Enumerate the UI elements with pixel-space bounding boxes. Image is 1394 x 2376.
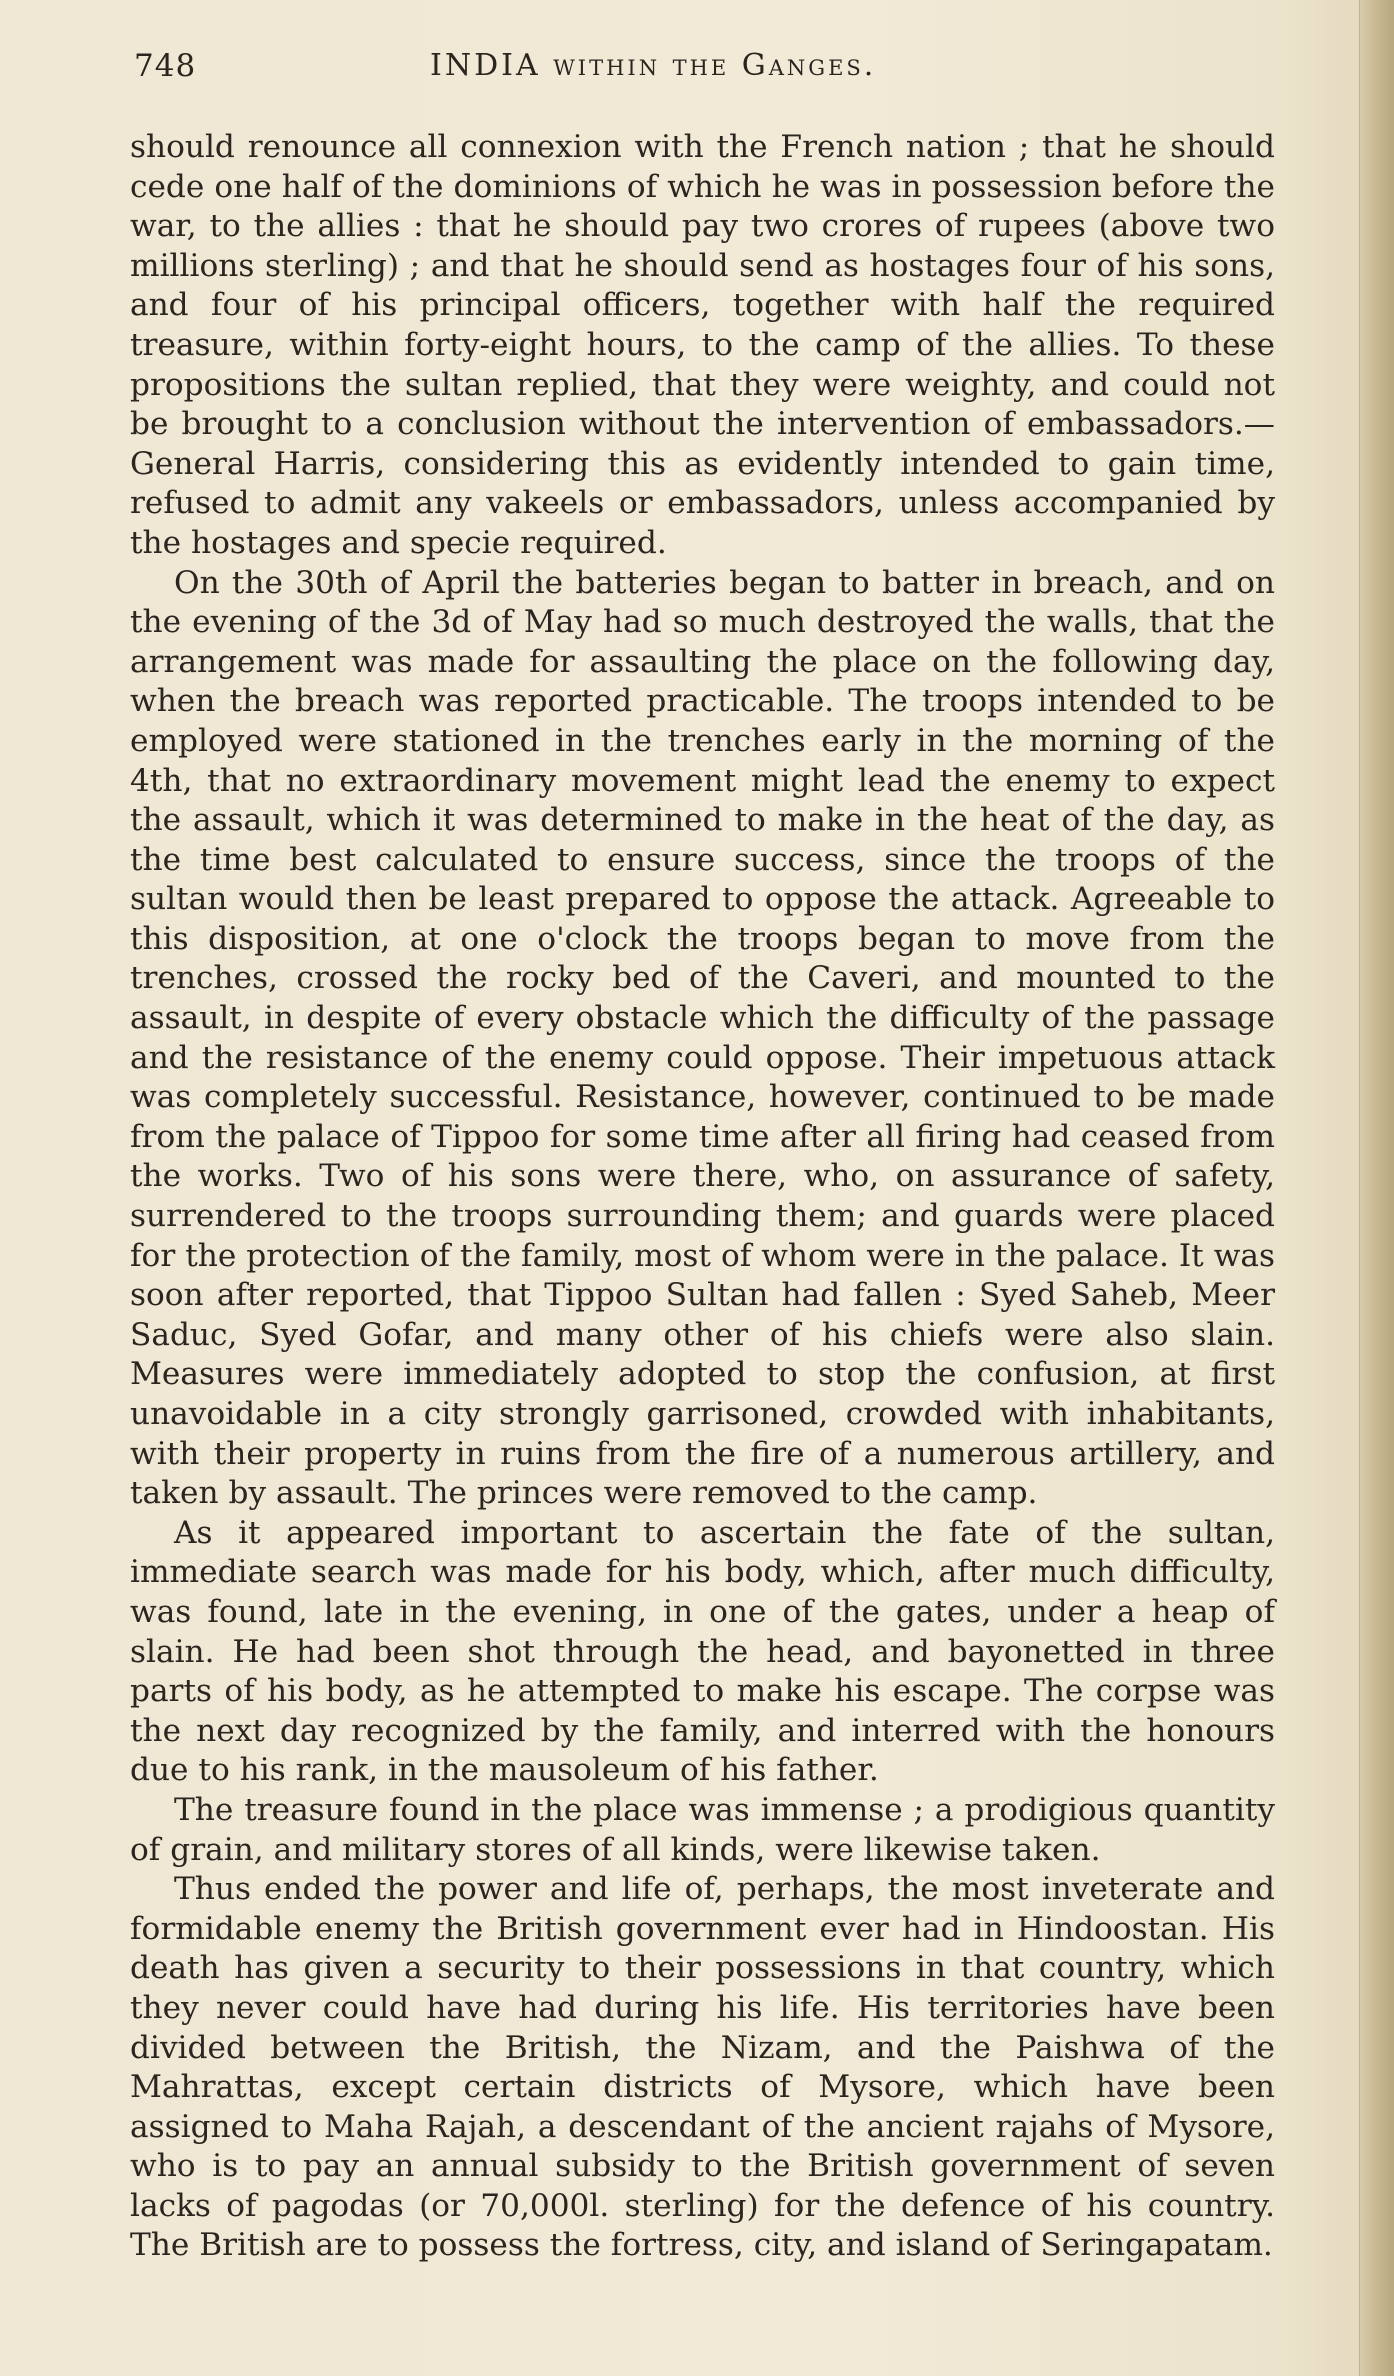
body-text (130, 128, 1275, 2318)
running-head: INDIA within the Ganges. (430, 48, 877, 83)
paragraph-2: On the 30th of April the batteries began to batter in breach, and on the evening of the 3d of May had so much destroyed the walls, that the arrangement was made for assaulting the place on the following day, when the breach was reported practicable. The troops intended to be employed were stationed in the trenches early in the morning of the 4th, that no extraordinary movement might lead the enemy to expect the assault, which it was determined to make in the heat of the day, as the time best calculated to ensure success, since the troops of the sultan would then be least prepared to oppose the attack. Agreeable to this disposition, at one o'clock the troops began to move from the trenches, crossed the rocky bed of the Caveri, and mounted to the assault, in despite of every obstacle which the difficulty of the passage and the resistance of the enemy could oppose. Their impetuous attack was completely successful. Resistance, however, continued to be made from the palace of Tippoo for some time after all firing had ceased from the works. Two of his sons were there, who, on assurance of safety, surrendered to the troops surrounding them; and guards were placed for the protection of the family, most of whom were in the palace. It was soon after reported, that Tippoo Sultan had fallen : Syed Saheb, Meer Saduc, Syed Gofar, and many other of his chiefs were also slain. Measures were immediately adopted to stop the confusion, at first unavoidable in a city strongly garrisoned, crowded with inhabitants, with their property in ruins from the fire of a numerous artillery, and taken by assault. The princes were removed to the camp. (130, 564, 1275, 1512)
paragraph-1: should renounce all connexion with the French nation ; that he should cede one half of the dominions of which he was in possession before the war, to the allies : that he should pay two crores of rupees (above two millions sterling) ; and that he should send as hostages four of his sons, and four of his principal officers, together with half the required treasure, within forty-eight hours, to the camp of the allies. To these propositions the sultan replied, that they were weighty, and could not be brought to a conclusion without the intervention of embassadors.— General Harris, considering this as evidently intended to gain time, refused to admit any vakeels or embassadors, unless accompanied by the hostages and specie required. (130, 129, 1275, 561)
page-header (130, 48, 1280, 100)
paragraph-4: The treasure found in the place was immense ; a prodigious quantity of grain, and military stores of all kinds, were likewise taken. (130, 1791, 1275, 1868)
page-number: 748 (134, 48, 197, 84)
paragraph-3: As it appeared important to ascertain the fate of the sultan, immediate search was made for his body, which, after much difficulty, was found, late in the evening, in one of the gates, under a heap of slain. He had been shot through the head, and bayonetted in three parts of his body, as he attempted to make his escape. The corpse was the next day recognized by the family, and interred with the honours due to his rank, in the mausoleum of his father. (130, 1514, 1275, 1789)
paragraph-5: Thus ended the power and life of, perhaps, the most inveterate and formidable enemy the British government ever had in Hindoostan. His death has given a security to their possessions in that country, which they never could have had during his life. His territories have been divided between the British, the Nizam, and the Paishwa of the Mahrattas, except certain districts of Mysore, which have been assigned to Maha Rajah, a descendant of the ancient rajahs of Mysore, who is to pay an annual subsidy to the British government of seven lacks of pagodas (or 70,000l. sterling) for the defence of his country. The British are to possess the fortress, city, and island of Seringapatam. (130, 1871, 1275, 2264)
adjacent-page-edge (1359, 0, 1394, 2376)
